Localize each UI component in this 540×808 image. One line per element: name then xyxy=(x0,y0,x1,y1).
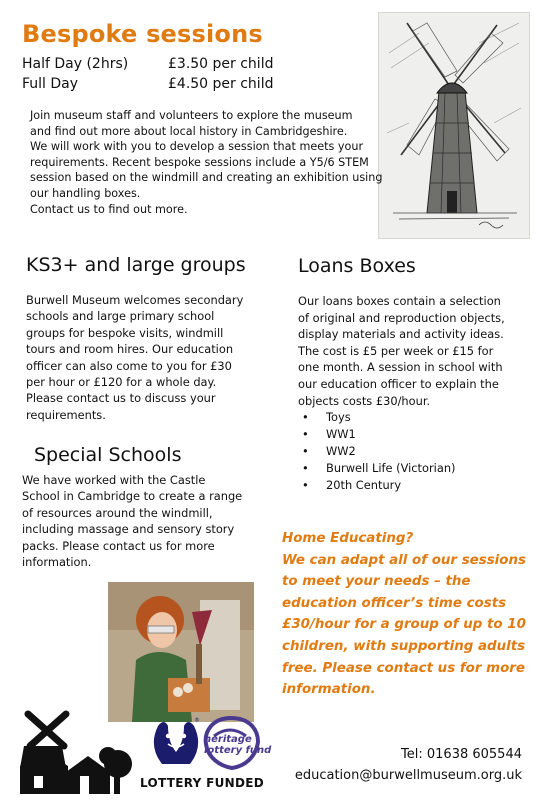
text-line: of original and reproduction objects, xyxy=(298,310,505,325)
text-line: schools and large primary school xyxy=(26,309,215,324)
text-line: to meet your needs – the xyxy=(282,574,471,590)
ks3-heading: KS3+ and large groups xyxy=(26,254,246,276)
text-line: children, with supporting adults xyxy=(282,638,526,654)
text-line: Burwell Museum welcomes secondary xyxy=(26,293,244,307)
list-item: • 20th Century xyxy=(298,477,530,494)
text-line: our handling boxes. xyxy=(30,186,141,200)
text-line: We can adapt all of our sessions xyxy=(282,552,526,568)
list-item: • Toys xyxy=(298,409,530,426)
text-line: education officer’s time costs xyxy=(282,595,507,611)
svg-text:®: ® xyxy=(194,717,200,724)
text-line: £30/hour for a group of up to 10 xyxy=(282,617,526,633)
intro-paragraph xyxy=(30,108,390,217)
heritage-logo-text xyxy=(204,734,271,756)
windmill-sketch-image xyxy=(378,12,530,239)
text-line: School in Cambridge to create a range xyxy=(22,489,243,504)
text-line: one month. A session in school with xyxy=(298,360,503,375)
lottery-funded-text: LOTTERY FUNDED xyxy=(140,776,265,790)
text-line: session based on the windmill and creating an exhibition using xyxy=(30,171,383,185)
price-value: £3.50 per child xyxy=(168,56,274,72)
loans-boxes-heading: Loans Boxes xyxy=(298,255,416,277)
text-line: Home Educating? xyxy=(282,531,414,546)
loans-boxes-paragraph xyxy=(298,293,530,409)
price-value: £4.50 per child xyxy=(168,76,274,92)
text-line: display materials and activity ideas. xyxy=(298,327,504,342)
list-item: • WW1 xyxy=(298,426,530,443)
price-row-half-day xyxy=(22,54,273,74)
price-label: Full Day xyxy=(22,76,79,92)
text-line: per hour or £120 for a whole day. xyxy=(26,375,217,390)
page-title: Bespoke sessions xyxy=(22,20,263,48)
text-line: We have worked with the Castle xyxy=(22,473,206,487)
email-address[interactable]: education@burwellmuseum.org.uk xyxy=(294,768,522,783)
text-line: and find out more about local history in Cambridgeshire. xyxy=(30,124,348,138)
telephone-number: Tel: 01638 605544 xyxy=(401,747,522,762)
text-line: The cost is £5 per week or £15 for xyxy=(298,343,494,358)
special-schools-heading: Special Schools xyxy=(34,444,182,466)
list-item: • WW2 xyxy=(298,443,530,460)
text-line: Please contact us to discuss your xyxy=(26,391,216,406)
text-line: requirements. Recent bespoke sessions include a Y5/6 STEM xyxy=(30,155,369,169)
text-line: our education officer to explain the xyxy=(298,376,499,391)
text-line: Our loans boxes contain a selection xyxy=(298,294,501,308)
text-line: Contact us to find out more. xyxy=(30,202,188,216)
list-item: • Burwell Life (Victorian) xyxy=(298,460,530,477)
heritage-line: lottery fund xyxy=(204,745,272,756)
text-line: of resources around the windmill, xyxy=(22,505,213,520)
home-educating-paragraph xyxy=(282,528,530,701)
text-line: groups for bespoke visits, windmill xyxy=(26,325,224,340)
text-line: tours and room hires. Our education xyxy=(26,342,234,357)
price-row-full-day xyxy=(22,74,273,94)
child-activity-photo xyxy=(108,582,254,722)
text-line: requirements. xyxy=(26,407,106,422)
text-line: packs. Please contact us for more xyxy=(22,538,215,553)
burwell-museum-logo xyxy=(10,706,138,796)
text-line: objects costs £30/hour. xyxy=(298,393,431,408)
text-line: including massage and sensory story xyxy=(22,522,235,537)
text-line: Join museum staff and volunteers to explore the museum xyxy=(30,109,353,122)
heritage-line: heritage xyxy=(204,734,252,745)
loans-box-list xyxy=(298,409,530,494)
price-label: Half Day (2hrs) xyxy=(22,56,129,72)
text-line: officer can also come to you for £30 xyxy=(26,358,232,373)
price-list xyxy=(22,54,273,94)
contact-block xyxy=(295,744,522,786)
text-line: information. xyxy=(22,555,92,570)
ks3-paragraph xyxy=(26,292,276,423)
text-line: information. xyxy=(282,682,376,698)
special-schools-paragraph xyxy=(22,472,272,570)
text-line: We will work with you to develop a session that meets your xyxy=(30,140,364,154)
text-line: free. Please contact us for more xyxy=(282,660,525,676)
